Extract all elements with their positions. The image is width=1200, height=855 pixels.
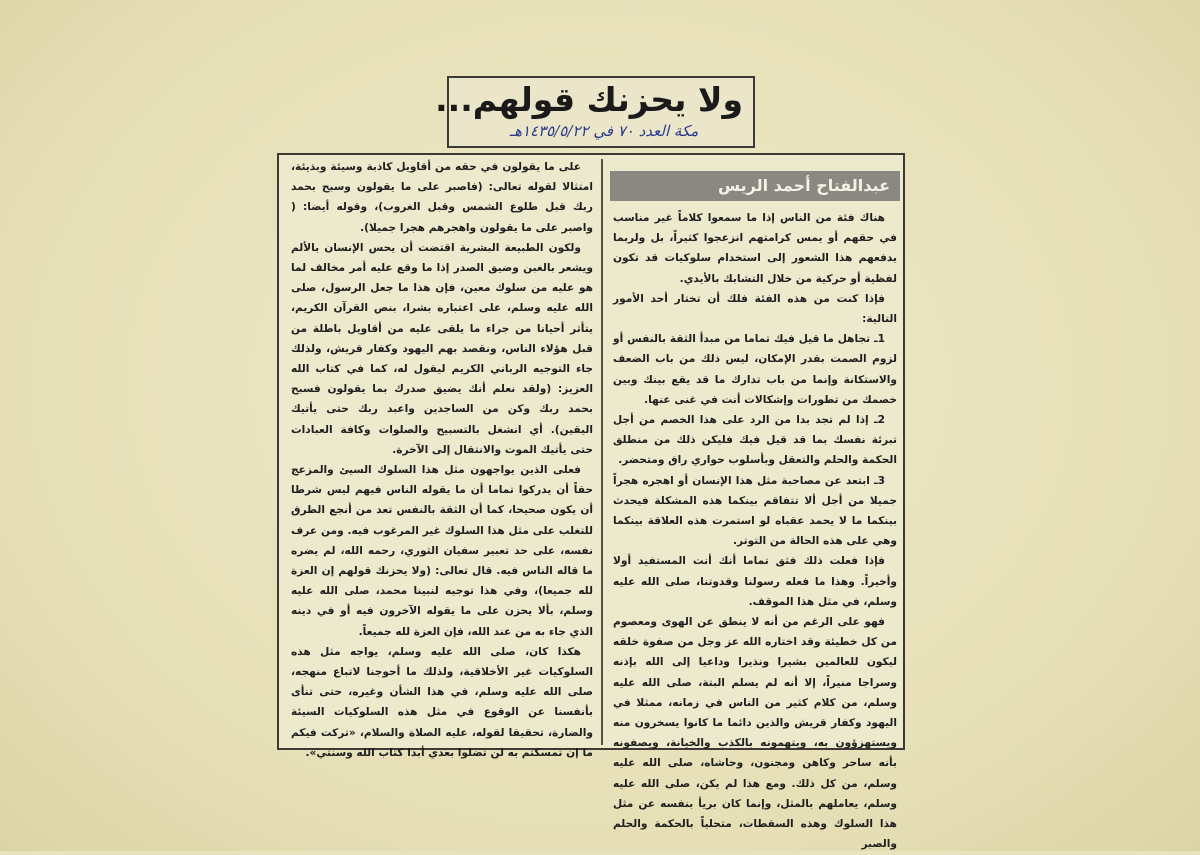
paragraph: فعلى الذين يواجهون مثل هذا السلوك السيئ والمزعج حقاً أن يدركوا تماما أن ما يقوله الناس فيهم ليس شرطا أن يكون صحيحا، كما أن الثقة بالنفس تعد من أنجع الطرق للتغلب على مثل هذا السلوك غير المرغوب فيه. ومن عرف نفسه، على حد تعبير سفيان الثوري، رحمه الله، لم يضره ما قاله الناس فيه. قال تعالى: (ولا يحزنك قولهم إن العزة لله جميعا)، وفي هذا توجيه لنبينا محمد، صلى الله عليه وسلم، بألا يحزن على ما يقوله الآخرون فيه أو في دينه الذي جاء به من عند الله، فإن العزة لله جميعاً.	[291, 464, 593, 638]
paragraph: هكذا كان، صلى الله عليه وسلم، يواجه مثل هذه السلوكيات غير الأخلاقية، ولذلك ما أحوجنا لاتباع منهجه، صلى الله عليه وسلم، في هذا الشأن وغيره، حتى تنأى بأنفسنا عن الوقوع في مثل هذه السلوكيات السيئة والضارة، تحقيقا لقوله، عليه الصلاة والسلام، «تركت فيكم ما إن تمسكتم به لن تضلوا بعدي أبدا كتاب الله وسنتي».	[291, 645, 593, 759]
paragraph: 1ـ تجاهل ما قيل فيك تماما من مبدأ الثقة بالنفس أو لزوم الصمت بقدر الإمكان، ليس ذلك من باب الضعف والاستكانة وإنما من باب تدارك ما قد يقع بينك وبين خصمك من تطورات وإشكالات أنت في غنى عنها.	[613, 333, 897, 406]
paragraph: فإذا كنت من هذه الفئة فلك أن تختار أحد الأمور التالية:	[613, 292, 897, 326]
paragraph: على ما يقولون في حقه من أقاويل كاذبة وسيئة وبذيئة، امتثالا لقوله تعالى: (فاصبر على ما يقولون وسبح بحمد ربك قبل طلوع الشمس وقبل الغروب)، وقوله أيضا: ( واصبر على ما يقولون واهجرهم هجرا جميلا).	[291, 161, 593, 234]
author-name: عبدالفتاح أحمد الريس	[610, 171, 900, 201]
paragraph: فهو على الرغم من أنه لا ينطق عن الهوى ومعصوم من كل خطيئة وقد اختاره الله عز وجل من صفوة خلقه ليكون للعالمين بشيرا ونذيرا وداعيا إلى الله بإذنه وسراجا منيراً، إلا أنه لم يسلم البتة، صلى الله عليه وسلم، من كلام كثير من الناس في زمانه، ممثلا في اليهود وكفار قريش والذين دائما ما كانوا يسخرون منه ويستهزؤون به، ويتهمونه بالكذب والخيانة، ويصفونه بأنه ساحر وكاهن ومجنون، وحاشاه، صلى الله عليه وسلم، من كل ذلك. ومع هذا لم يكن، صلى الله عليه وسلم، يعاملهم بالمثل، وإنما كان بريأ بنفسه عن مثل هذا السلوك وهذه السقطات، متحلياً بالحكمة والحلم والصبر	[613, 616, 897, 851]
article-title: ولا يحزنك قولهم...	[435, 80, 743, 119]
paragraph: فإذا فعلت ذلك فثق تماما أنك أنت المستفيد أولا وأخيراً. وهذا ما فعله رسولنا وقدوتنا، صلى الله عليه وسلم، في مثل هذا الموقف.	[613, 555, 897, 608]
column-divider	[601, 159, 603, 745]
right-column	[613, 208, 897, 851]
paragraph: 2ـ إذا لم تجد بدا من الرد على هذا الخصم من أجل تبرئة نفسك بما قد قيل فيك فليكن ذلك من منطلق الحكمة والحلم والتعقل وبأسلوب حواري راق ومتحضر.	[613, 414, 897, 467]
title-box	[435, 76, 755, 148]
paragraph: 3ـ ابتعد عن مصاحبة مثل هذا الإنسان أو اهجره هجراً جميلا من أجل ألا تتفاقم بينكما هذه المشكلة فيحدث بينكما ما لا يحمد عقباه لو استمرت هذه العلاقة بينكما وهي على هذه الحالة من التوتر.	[613, 474, 897, 548]
paragraph: هناك فئة من الناس إذا ما سمعوا كلاماً غير مناسب في حقهم أو يمس كرامتهم انزعجوا كثيراً، بل ولربما يدفعهم هذا الشعور إلى استخدام سلوكيات قد تكون لفظية أو حركية من خلال التشابك بالأيدي.	[613, 212, 897, 285]
left-column	[291, 157, 593, 759]
article-clipping	[277, 153, 905, 851]
paragraph: ولكون الطبيعة البشرية اقتضت أن يحس الإنسان بالألم ويشعر بالغبن وضيق الصدر إذا ما وقع عليه أمر مخالف لما هو عليه من سلوك معين، فإن هذا ما جعل الرسول، صلى الله عليه وسلم، على اعتباره بشرا، بنص القرآن الكريم، يتأثر أحيانا من جراء ما يلقى عليه من أقاويل باطلة من قبل هؤلاء الناس، ونقصد بهم اليهود وكفار قريش، ولذلك جاء التوجيه الرباني الكريم ليقول له، كما في كتاب الله العزيز: (ولقد نعلم أنك يضيق صدرك بما يقولون فسبح بحمد ربك وكن من الساجدين واعبد ربك حتى يأتيك اليقين). أي انشغل بالتسبيح والصلوات وكافة العبادات حتى يأتيك الموت والانتقال إلى الآخرة.	[291, 241, 593, 456]
handwritten-note: مكة العدد ٧٠ في ١٤٣٥/٥/٢٢هـ	[509, 122, 699, 140]
